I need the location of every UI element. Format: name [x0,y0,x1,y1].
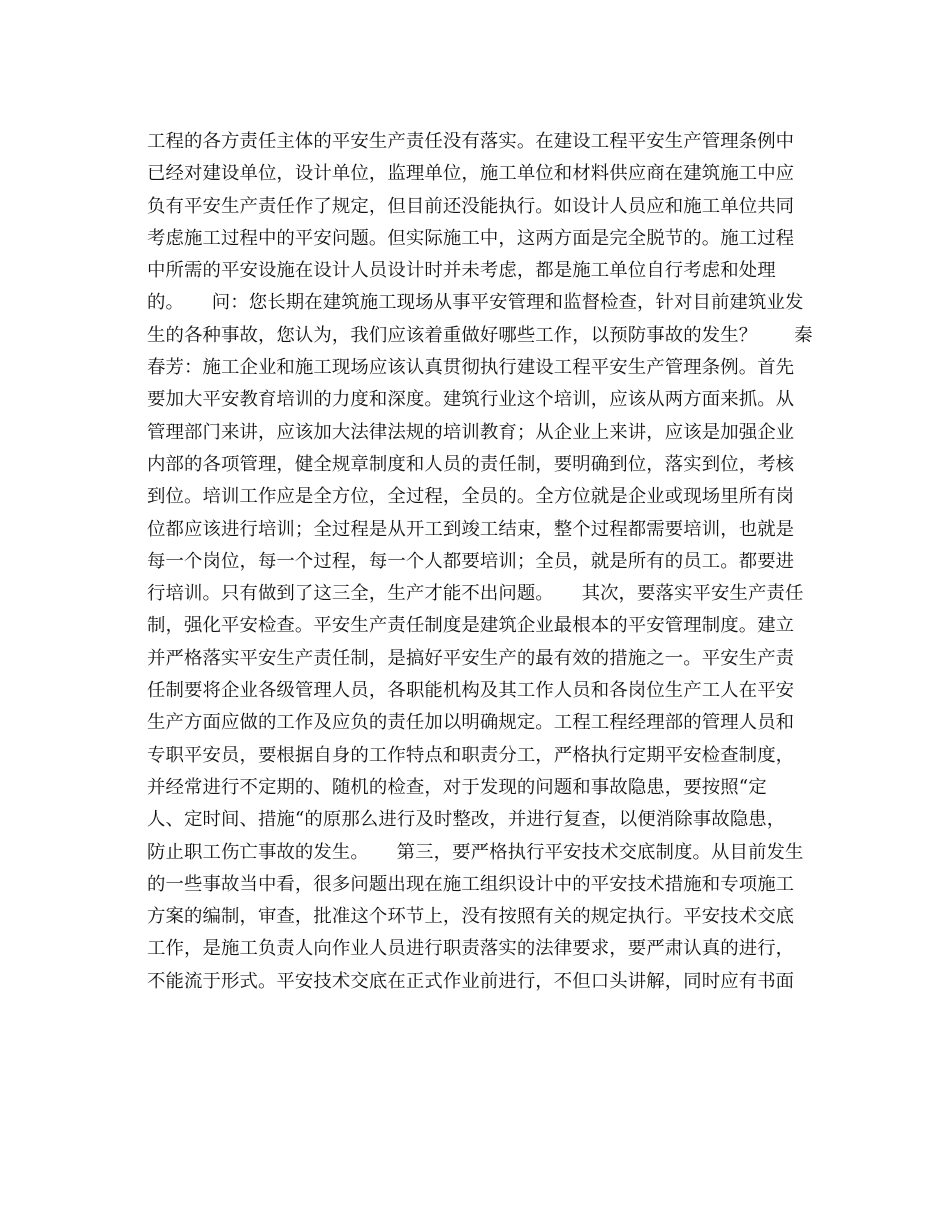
text-line: 防止职工伤亡事故的发生。 第三，要严格执行平安技术交底制度。从目前发生 [147,841,804,863]
text-line: 每一个岗位，每一个过程，每一个人都要培训；全员，就是所有的员工。都要进 [147,550,795,572]
text-line: 行培训。只有做到了这三全，生产才能不出问题。 其次，要落实平安生产责任 [147,583,804,605]
text-line: 位都应该进行培训；全过程是从开工到竣工结束，整个过程都需要培训，也就是 [147,518,795,540]
text-line: 方案的编制，审查，批准这个环节上，没有按照有关的规定执行。平安技术交底 [147,906,795,928]
text-line: 负有平安生产责任作了规定，但目前还没能执行。如设计人员应和施工单位共同 [147,195,795,217]
text-line: 并严格落实平安生产责任制，是搞好平安生产的最有效的措施之一。平安生产责 [147,647,795,669]
text-line: 生的各种事故，您认为，我们应该着重做好哪些工作，以预防事故的发生？ 秦 [147,324,813,346]
text-line: 到位。培训工作应是全方位，全过程，全员的。全方位就是企业或现场里所有岗 [147,486,795,508]
text-line: 生产方面应做的工作及应负的责任加以明确规定。工程工程经理部的管理人员和 [147,712,795,734]
text-line: 专职平安员，要根据自身的工作特点和职责分工，严格执行定期平安检查制度， [147,744,795,766]
text-line: 人、定时间、措施“的原那么进行及时整改，并进行复查，以便消除事故隐患， [147,809,786,831]
text-line: 并经常进行不定期的、随机的检查，对于发现的问题和事故隐患，要按照“定 [147,776,767,798]
text-line: 考虑施工过程中的平安问题。但实际施工中，这两方面是完全脱节的。施工过程 [147,227,795,249]
text-line: 要加大平安教育培训的力度和深度。建筑行业这个培训，应该从两方面来抓。从 [147,389,795,411]
text-line: 工作，是施工负责人向作业人员进行职责落实的法律要求，要严肃认真的进行， [147,938,795,960]
text-line: 任制要将企业各级管理人员，各职能机构及其工作人员和各岗位生产工人在平安 [147,680,795,702]
text-line: 春芳：施工企业和施工现场应该认真贯彻执行建设工程平安生产管理条例。首先 [147,357,795,379]
text-line: 不能流于形式。平安技术交底在正式作业前进行，不但口头讲解，同时应有书面 [147,970,795,992]
text-line: 工程的各方责任主体的平安生产责任没有落实。在建设工程平安生产管理条例中 [147,131,795,152]
text-line: 管理部门来讲，应该加大法律法规的培训教育；从企业上来讲，应该是加强企业 [147,421,795,443]
text-line: 内部的各项管理，健全规章制度和人员的责任制，要明确到位，落实到位，考核 [147,453,795,475]
text-line: 制，强化平安检查。平安生产责任制度是建筑企业最根本的平安管理制度。建立 [147,615,795,637]
text-line: 中所需的平安设施在设计人员设计时并未考虑，都是施工单位自行考虑和处理 [147,260,776,282]
text-line: 已经对建设单位，设计单位，监理单位，施工单位和材料供应商在建筑施工中应 [147,163,795,185]
text-line: 的。 问：您长期在建筑施工现场从事平安管理和监督检查，针对目前建筑业发 [147,292,804,314]
text-line: 的一些事故当中看，很多问题出现在施工组织设计中的平安技术措施和专项施工 [147,873,795,895]
body-text [147,126,813,998]
